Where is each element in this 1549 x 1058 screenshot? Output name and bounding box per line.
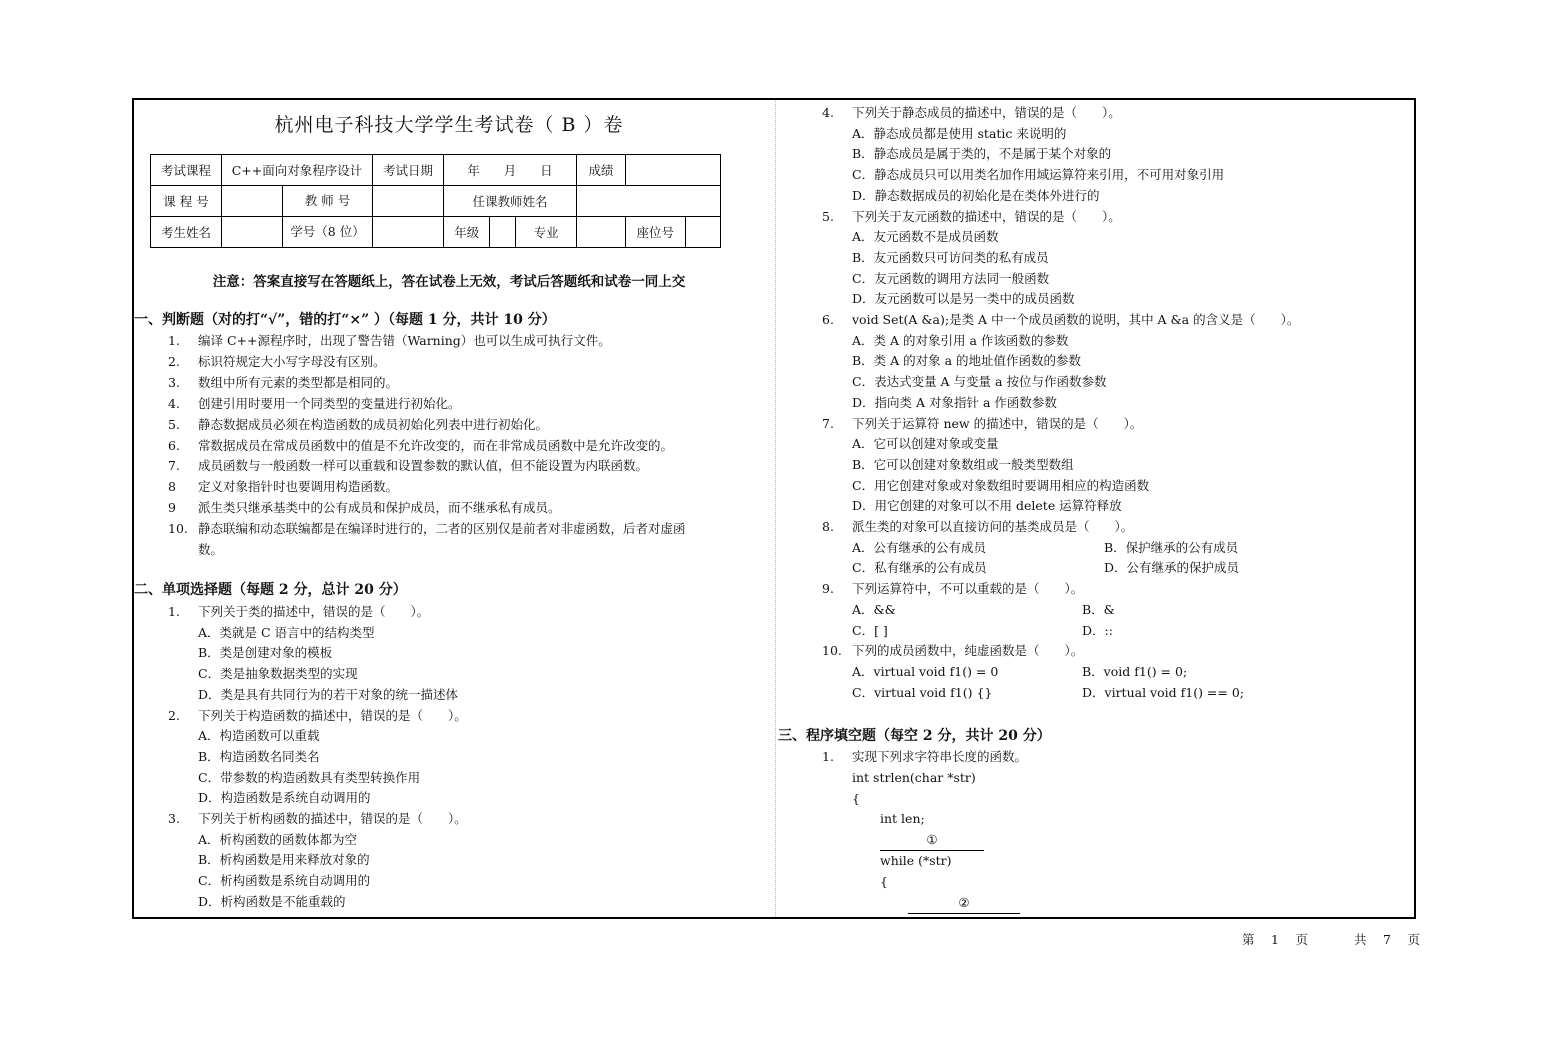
option-d: D．构造函数是系统自动调用的 — [198, 790, 371, 806]
blank-1-label: ① — [880, 830, 984, 851]
question-text: 下列关于运算符 new 的描述中，错误的是（ ）。 — [852, 415, 1143, 431]
option-d: D．指向类 A 对象指针 a 作函数参数 — [852, 394, 1057, 410]
option-a: A．公有继承的公有成员 — [852, 539, 987, 555]
option-a: A．友元函数不是成员函数 — [852, 229, 999, 245]
option-a: A．&& — [852, 601, 896, 617]
info-row-2 — [151, 186, 721, 217]
value-major — [577, 217, 626, 248]
label-student-id: 学号（8 位） — [290, 224, 365, 239]
judge-item-text: 标识符规定大小写字母没有区别。 — [198, 353, 386, 369]
judge-item-text: 常数据成员在常成员函数中的值是不允许改变的，而在非常成员函数中是允许改变的。 — [198, 437, 674, 453]
value-seat — [685, 217, 720, 248]
judge-item-number: 9 — [168, 500, 176, 516]
info-table — [150, 154, 721, 248]
judge-item-text: 定义对象指针时也要调用构造函数。 — [198, 479, 399, 495]
option-a: A．类就是 C 语言中的结构类型 — [198, 624, 375, 640]
question-text: 下列的成员函数中，纯虚函数是（ ）。 — [852, 643, 1084, 659]
question-text: 下列关于静态成员的描述中，错误的是（ ）。 — [852, 105, 1121, 120]
question-number: 2. — [168, 707, 180, 723]
option-c: C．表达式变量 A 与变量 a 按位与作函数参数 — [852, 374, 1107, 390]
judge-item-number: 4. — [168, 395, 180, 411]
option-c: C．私有继承的公有成员 — [852, 560, 987, 576]
judge-item-text: 编译 C++源程序时，出现了警告错（Warning）也可以生成可执行文件。 — [198, 333, 611, 348]
judge-item-text: 数组中所有元素的类型都是相同的。 — [198, 374, 399, 390]
exam-title: 杭州电子科技大学学生考试卷（ B ）卷 — [274, 114, 624, 136]
option-a: A．它可以创建对象或变量 — [852, 436, 999, 452]
section3-heading: 三、程序填空题（每空 2 分，共计 20 分） — [778, 728, 1051, 744]
option-d: D．用它创建的对象可以不用 delete 运算符释放 — [852, 498, 1122, 514]
value-teacher-no — [373, 186, 444, 217]
option-b: B．类 A 的对象 a 的地址值作函数的参数 — [852, 353, 1082, 369]
option-c: C．[ ] — [852, 622, 888, 638]
option-d: D．类是具有共同行为的若干对象的统一描述体 — [198, 686, 459, 702]
option-c: C．带参数的构造函数具有类型转换作用 — [198, 769, 421, 785]
judge-item-number: 10. — [168, 521, 188, 537]
option-b: B．友元函数只可访问类的私有成员 — [852, 249, 1049, 265]
option-b: B．静态成员是属于类的，不是属于某个对象的 — [852, 146, 1112, 162]
s3-q1-number: 1. — [822, 749, 834, 764]
label-score: 成绩 — [577, 155, 626, 186]
judge-item-number: 1. — [168, 333, 180, 348]
judge-item-text: 成员函数与一般函数一样可以重载和设置参数的默认值，但不能设置为内联函数。 — [198, 458, 649, 474]
judge-item-number: 5. — [168, 416, 180, 432]
exam-sheet — [132, 98, 1416, 919]
question-text: 下列关于构造函数的描述中，错误的是（ ）。 — [198, 707, 467, 723]
judge-item-number: 2. — [168, 353, 180, 369]
option-b: B．它可以创建对象数组或一般类型数组 — [852, 456, 1074, 472]
column-divider — [775, 100, 776, 917]
option-d: D．友元函数可以是另一类中的成员函数 — [852, 291, 1075, 307]
question-number: 8. — [822, 519, 834, 534]
option-b: B．void f1() = 0; — [1082, 663, 1188, 679]
question-number: 7. — [822, 415, 834, 431]
option-d: D．:: — [1082, 622, 1113, 638]
option-d: D．virtual void f1() == 0; — [1082, 684, 1245, 700]
value-teacher-name — [577, 186, 721, 217]
question-number: 6. — [822, 312, 834, 327]
judge-item-number: 6. — [168, 437, 180, 453]
code-line-5: { — [880, 874, 888, 889]
judge-item-number: 8 — [168, 479, 176, 495]
option-b: B．析构函数是用来释放对象的 — [198, 852, 370, 868]
section2-heading: 二、单项选择题（每题 2 分，总计 20 分） — [134, 582, 407, 598]
option-a: A．类 A 的对象引用 a 作该函数的参数 — [852, 332, 1069, 348]
label-course-no: 课 程 号 — [151, 186, 222, 217]
value-course: C++面向对象程序设计 — [222, 155, 373, 186]
question-number: 3. — [168, 811, 180, 826]
label-exam-date: 考试日期 — [373, 155, 444, 186]
option-b: B．保护继承的公有成员 — [1104, 539, 1239, 555]
judge-item-text: 静态数据成员必须在构造函数的成员初始化列表中进行初始化。 — [198, 416, 549, 432]
option-a: A．静态成员都是使用 static 来说明的 — [852, 125, 1067, 141]
value-course-no — [222, 186, 373, 217]
option-d: D．析构函数是不能重载的 — [198, 893, 346, 909]
label-teacher-name: 任课教师姓名 — [444, 186, 577, 217]
option-c: C．类是抽象数据类型的实现 — [198, 666, 358, 682]
blank-1[interactable] — [880, 830, 984, 851]
info-row-3 — [151, 217, 721, 248]
question-number: 9. — [822, 581, 834, 597]
question-text: void Set(A &a);是类 A 中一个成员函数的说明，其中 A &a 的含义是（ ）。 — [852, 312, 1300, 327]
label-student-name: 考生姓名 — [151, 217, 222, 248]
option-a: A．构造函数可以重载 — [198, 728, 320, 744]
value-student-name — [222, 217, 373, 248]
code-line-3: int len; — [880, 811, 925, 826]
value-grade — [490, 217, 516, 248]
page-number: 第 1 页 — [1242, 932, 1310, 947]
option-d: D．公有继承的保护成员 — [1104, 560, 1240, 576]
value-score — [626, 155, 721, 186]
value-exam-date: 年 月 日 — [444, 155, 577, 186]
option-a: A．virtual void f1() = 0 — [852, 663, 999, 679]
s3-q1-text: 实现下列求字符串长度的函数。 — [852, 749, 1028, 764]
question-number: 10. — [822, 643, 842, 659]
option-d: D．静态数据成员的初始化是在类体外进行的 — [852, 187, 1100, 203]
label-grade: 年级 — [444, 217, 490, 248]
label-teacher-no: 教 师 号 — [304, 193, 351, 208]
option-c: C．用它创建对象或对象数组时要调用相应的构造函数 — [852, 477, 1150, 493]
judge-item-text: 数。 — [198, 542, 224, 557]
code-line-2: { — [852, 791, 860, 806]
option-c: C．友元函数的调用方法同一般函数 — [852, 270, 1050, 286]
option-c: C．静态成员只可以用类名加作用域运算符来引用，不可用对象引用 — [852, 167, 1225, 183]
question-text: 下列关于类的描述中，错误的是（ ）。 — [198, 604, 430, 619]
option-c: C．virtual void f1() {} — [852, 684, 993, 700]
question-text: 下列关于析构函数的描述中，错误的是（ ）。 — [198, 811, 467, 826]
option-b: B．& — [1082, 601, 1115, 617]
value-student-id — [373, 217, 444, 248]
info-row-1 — [151, 155, 721, 186]
blank-2-label: ② — [908, 893, 1020, 914]
judge-item-text: 静态联编和动态联编都是在编译时进行的，二者的区别仅是前者对非虚函数，后者对虚函 — [198, 521, 686, 537]
judge-item-text: 创建引用时要用一个同类型的变量进行初始化。 — [198, 395, 461, 411]
page-total: 共 7 页 — [1354, 932, 1422, 947]
blank-2[interactable] — [908, 893, 1020, 914]
notice: 注意：答案直接写在答题纸上，答在试卷上无效，考试后答题纸和试卷一同上交 — [212, 274, 686, 290]
question-number: 1. — [168, 604, 180, 619]
label-major: 专业 — [516, 217, 577, 248]
question-number: 5. — [822, 208, 834, 224]
judge-item-number: 3. — [168, 374, 180, 390]
option-b: B．类是创建对象的模板 — [198, 645, 333, 661]
section1-heading: 一、判断题（对的打“√”，错的打“×” ）（每题 1 分，共计 10 分） — [134, 312, 556, 328]
judge-item-number: 7. — [168, 458, 180, 474]
label-seat: 座位号 — [626, 217, 686, 248]
question-text: 派生类的对象可以直接访问的基类成员是（ ）。 — [852, 519, 1134, 534]
option-b: B．构造函数名同类名 — [198, 748, 320, 764]
judge-item-text: 派生类只继承基类中的公有成员和保护成员，而不继承私有成员。 — [198, 500, 561, 516]
option-a: A．析构函数的函数体都为空 — [198, 831, 358, 847]
code-line-1: int strlen(char *str) — [852, 770, 976, 785]
question-text: 下列运算符中，不可以重载的是（ ）。 — [852, 581, 1084, 597]
code-line-4: while (*str) — [880, 853, 952, 868]
label-course: 考试课程 — [151, 155, 222, 186]
option-c: C．析构函数是系统自动调用的 — [198, 873, 371, 889]
question-text: 下列关于友元函数的描述中，错误的是（ ）。 — [852, 208, 1121, 224]
question-number: 4. — [822, 105, 834, 120]
